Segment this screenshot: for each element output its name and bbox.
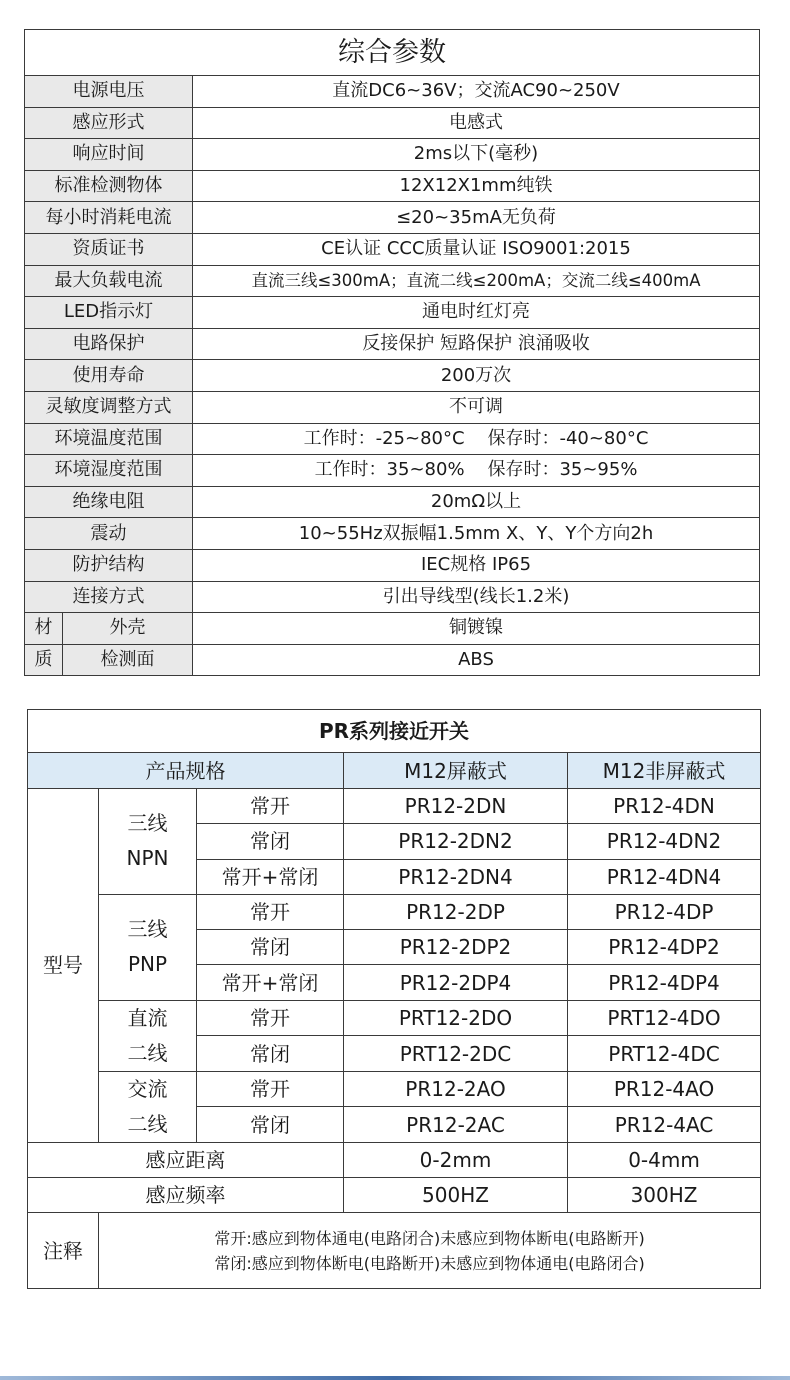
material-part: 外壳 [63, 613, 193, 645]
note-row [28, 1213, 761, 1289]
distance-label: 感应距离 [28, 1142, 344, 1177]
param-row [25, 391, 760, 423]
model-label: 型号 [28, 789, 99, 1143]
header-col1: M12屏蔽式 [344, 753, 568, 789]
param-row [25, 107, 760, 139]
group-name-2: NPN [126, 846, 169, 871]
model-m1: PR12-2AO [344, 1071, 568, 1107]
switch-type: 常闭 [197, 1036, 344, 1072]
param-row [25, 549, 760, 581]
series-table [27, 709, 761, 1289]
param-row [25, 202, 760, 234]
model-m2: PR12-4DP4 [568, 965, 761, 1000]
switch-type: 常闭 [197, 930, 344, 965]
param-label: 连接方式 [25, 581, 193, 613]
model-m2: PR12-4AO [568, 1071, 761, 1107]
frequency-m2: 300HZ [568, 1178, 761, 1213]
model-m1: PR12-2DN [344, 789, 568, 824]
model-row [28, 789, 761, 824]
group-name-1: 交流 [127, 1076, 168, 1101]
model-row [28, 1000, 761, 1036]
switch-type: 常开+常闭 [197, 965, 344, 1000]
param-label: 绝缘电阻 [25, 486, 193, 518]
param-label: 最大负载电流 [25, 265, 193, 297]
param-label: 环境温度范围 [25, 423, 193, 455]
model-row [28, 1071, 761, 1107]
switch-type: 常开 [197, 1000, 344, 1036]
param-row [25, 297, 760, 329]
frequency-row [28, 1178, 761, 1213]
header-spec: 产品规格 [28, 753, 344, 789]
param-value: 直流DC6~36V；交流AC90~250V [193, 76, 760, 108]
material-label-2: 质 [25, 644, 63, 676]
group-npn [99, 789, 197, 895]
param-row [25, 233, 760, 265]
param-value: 2ms以下(毫秒) [193, 139, 760, 171]
model-m1: PRT12-2DO [344, 1000, 568, 1036]
material-value: ABS [193, 644, 760, 676]
param-label: 使用寿命 [25, 360, 193, 392]
param-value: 不可调 [193, 391, 760, 423]
param-row [25, 518, 760, 550]
model-m1: PR12-2DP [344, 894, 568, 929]
distance-m2: 0-4mm [568, 1142, 761, 1177]
param-label: 资质证书 [25, 233, 193, 265]
material-label-1: 材 [25, 613, 63, 645]
param-value: 工作时：35~80% 保存时：35~95% [193, 455, 760, 487]
group-pnp [99, 894, 197, 1000]
param-label: 电路保护 [25, 328, 193, 360]
param-label: 环境湿度范围 [25, 455, 193, 487]
switch-type: 常开 [197, 894, 344, 929]
series-title: PR系列接近开关 [28, 710, 761, 753]
param-value: 10~55Hz双振幅1.5mm X、Y、Y个方向2h [193, 518, 760, 550]
note-text [99, 1213, 761, 1289]
param-row [25, 455, 760, 487]
param-value: 引出导线型(线长1.2米) [193, 581, 760, 613]
model-row [28, 894, 761, 929]
param-value: 反接保护 短路保护 浪涌吸收 [193, 328, 760, 360]
param-label: 电源电压 [25, 76, 193, 108]
distance-m1: 0-2mm [344, 1142, 568, 1177]
model-m2: PR12-4DN2 [568, 824, 761, 859]
note-label: 注释 [28, 1213, 99, 1289]
model-m1: PR12-2DN2 [344, 824, 568, 859]
frequency-m1: 500HZ [344, 1178, 568, 1213]
model-m2: PR12-4DP2 [568, 930, 761, 965]
group-name-2: PNP [127, 952, 168, 977]
group-name-1: 三线 [127, 917, 168, 942]
switch-type: 常开+常闭 [197, 859, 344, 894]
group-ac-two-wire [99, 1071, 197, 1142]
note-line-1: 常开:感应到物体通电(电路闭合)未感应到物体断电(电路断开) [214, 1228, 645, 1248]
param-row [25, 581, 760, 613]
param-label: 每小时消耗电流 [25, 202, 193, 234]
group-name-2: 二线 [127, 1111, 168, 1136]
group-dc-two-wire [99, 1000, 197, 1071]
param-row [25, 486, 760, 518]
model-m2: PR12-4DN [568, 789, 761, 824]
param-value: 12X12X1mm纯铁 [193, 170, 760, 202]
model-m2: PR12-4AC [568, 1107, 761, 1143]
material-row [25, 613, 760, 645]
note-line-2: 常闭:感应到物体断电(电路断开)未感应到物体通电(电路闭合) [214, 1253, 645, 1273]
switch-type: 常开 [197, 1071, 344, 1107]
param-label: 响应时间 [25, 139, 193, 171]
group-name-2: 二线 [127, 1040, 168, 1065]
series-header-row [28, 753, 761, 789]
model-m1: PR12-2DN4 [344, 859, 568, 894]
switch-type: 常闭 [197, 824, 344, 859]
header-col2: M12非屏蔽式 [568, 753, 761, 789]
model-m2: PRT12-4DC [568, 1036, 761, 1072]
param-label: LED指示灯 [25, 297, 193, 329]
param-value: 通电时红灯亮 [193, 297, 760, 329]
param-label: 震动 [25, 518, 193, 550]
model-m2: PR12-4DN4 [568, 859, 761, 894]
model-m1: PRT12-2DC [344, 1036, 568, 1072]
param-value: 20mΩ以上 [193, 486, 760, 518]
group-name-1: 三线 [127, 811, 168, 836]
group-name-1: 直流 [127, 1005, 168, 1030]
distance-row [28, 1142, 761, 1177]
param-label: 标准检测物体 [25, 170, 193, 202]
param-row [25, 76, 760, 108]
param-value: 电感式 [193, 107, 760, 139]
param-value: IEC规格 IP65 [193, 549, 760, 581]
bottom-divider [0, 1376, 790, 1380]
model-m2: PR12-4DP [568, 894, 761, 929]
model-m1: PR12-2DP2 [344, 930, 568, 965]
param-label: 灵敏度调整方式 [25, 391, 193, 423]
param-value: 工作时：-25~80°C 保存时：-40~80°C [193, 423, 760, 455]
param-label: 感应形式 [25, 107, 193, 139]
param-row [25, 170, 760, 202]
material-value: 铜镀镍 [193, 613, 760, 645]
param-row [25, 265, 760, 297]
model-m1: PR12-2DP4 [344, 965, 568, 1000]
param-row [25, 360, 760, 392]
param-row [25, 139, 760, 171]
param-value: 直流三线≤300mA；直流二线≤200mA；交流二线≤400mA [193, 265, 760, 297]
frequency-label: 感应频率 [28, 1178, 344, 1213]
param-value: ≤20~35mA无负荷 [193, 202, 760, 234]
param-row [25, 328, 760, 360]
switch-type: 常开 [197, 789, 344, 824]
material-part: 检测面 [63, 644, 193, 676]
params-table [24, 29, 760, 676]
model-m1: PR12-2AC [344, 1107, 568, 1143]
model-m2: PRT12-4DO [568, 1000, 761, 1036]
param-row [25, 423, 760, 455]
param-label: 防护结构 [25, 549, 193, 581]
switch-type: 常闭 [197, 1107, 344, 1143]
param-value: 200万次 [193, 360, 760, 392]
param-value: CE认证 CCC质量认证 ISO9001:2015 [193, 233, 760, 265]
material-row [25, 644, 760, 676]
params-title: 综合参数 [25, 30, 760, 76]
